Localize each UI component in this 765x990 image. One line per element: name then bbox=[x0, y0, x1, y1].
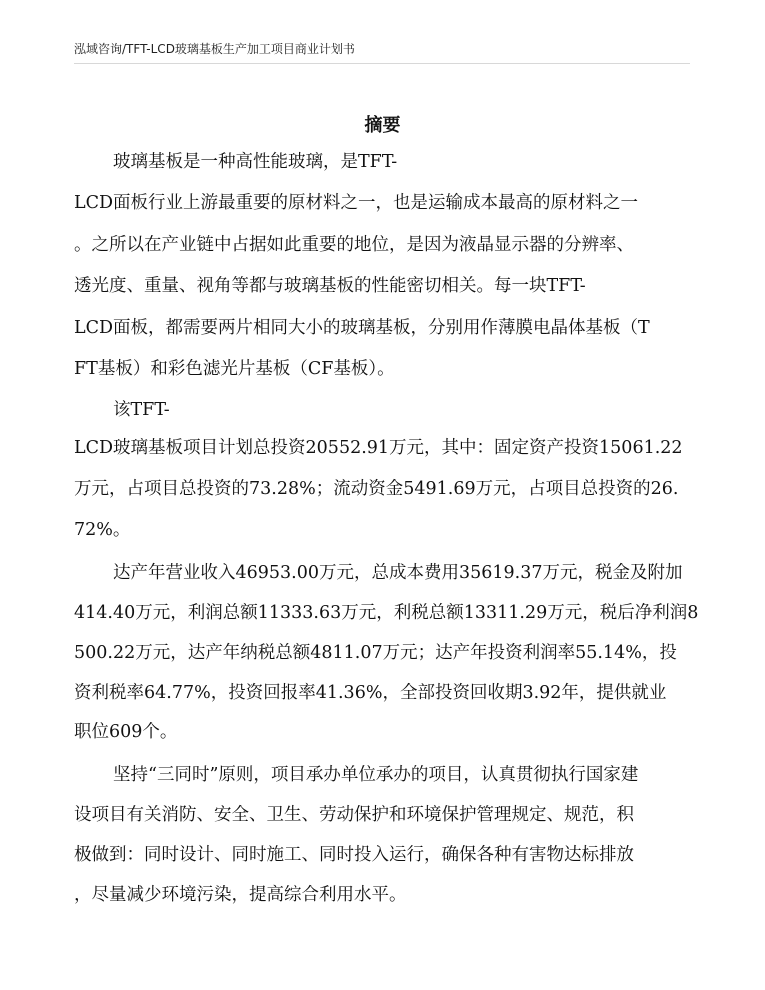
paragraph-1-line-6: FT基板）和彩色滤光片基板（CF基板）。 bbox=[74, 359, 395, 379]
paragraph-1-line-2: LCD面板行业上游最重要的原材料之一，也是运输成本最高的原材料之一 bbox=[74, 193, 639, 213]
paragraph-1-line-4: 透光度、重量、视角等都与玻璃基板的性能密切相关。每一块TFT- bbox=[74, 276, 586, 296]
paragraph-3-line-5: 职位609个。 bbox=[74, 722, 178, 742]
paragraph-1-line-1: 玻璃基板是一种高性能玻璃，是TFT- bbox=[113, 152, 398, 172]
paragraph-1-line-5: LCD面板，都需要两片相同大小的玻璃基板，分别用作薄膜电晶体基板（T bbox=[74, 318, 650, 338]
header-divider bbox=[74, 63, 690, 64]
paragraph-4-line-3: 极做到：同时设计、同时施工、同时投入运行，确保各种有害物达标排放 bbox=[74, 845, 634, 865]
paragraph-3-line-1: 达产年营业收入46953.00万元，总成本费用35619.37万元，税金及附加 bbox=[113, 563, 683, 583]
paragraph-2-line-1: 该TFT- bbox=[113, 400, 170, 420]
paragraph-4-line-4: ，尽量减少环境污染，提高综合利用水平。 bbox=[74, 885, 407, 905]
paragraph-2-line-3: 万元，占项目总投资的73.28%；流动资金5491.69万元，占项目总投资的26. bbox=[74, 479, 679, 499]
paragraph-2-line-2: LCD玻璃基板项目计划总投资20552.91万元，其中：固定资产投资15061.22 bbox=[74, 438, 683, 458]
paragraph-1-line-3: 。之所以在产业链中占据如此重要的地位，是因为液晶显示器的分辨率、 bbox=[74, 235, 634, 255]
paragraph-4-line-2: 设项目有关消防、安全、卫生、劳动保护和环境保护管理规定、规范，积 bbox=[74, 805, 634, 825]
page-header: 泓域咨询/TFT-LCD玻璃基板生产加工项目商业计划书 bbox=[74, 42, 355, 56]
paragraph-2-line-4: 72%。 bbox=[74, 520, 131, 540]
paragraph-3-line-3: 500.22万元，达产年纳税总额4811.07万元；达产年投资利润率55.14%，投 bbox=[74, 643, 677, 663]
paragraph-3-line-2: 414.40万元，利润总额11333.63万元，利税总额13311.29万元，税后净利润8 bbox=[74, 603, 699, 623]
paragraph-3-line-4: 资利税率64.77%，投资回报率41.36%，全部投资回收期3.92年，提供就业 bbox=[74, 683, 667, 703]
section-title: 摘要 bbox=[364, 115, 401, 136]
paragraph-4-line-1: 坚持“三同时”原则，项目承办单位承办的项目，认真贯彻执行国家建 bbox=[113, 765, 639, 785]
